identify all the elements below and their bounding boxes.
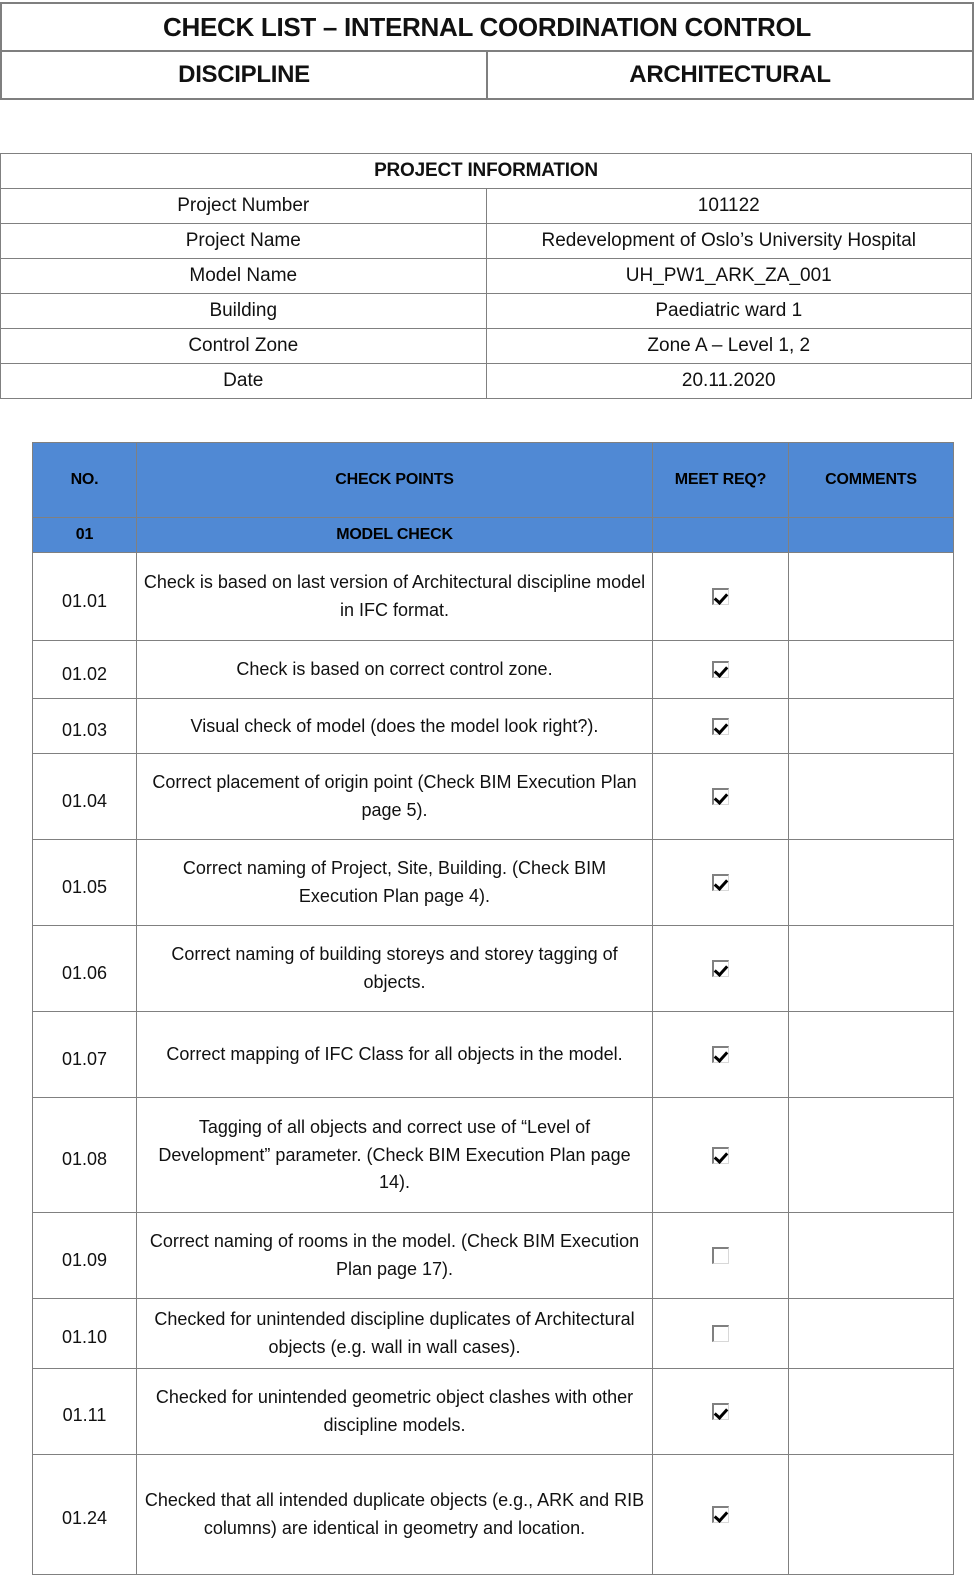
meet-requirement-cell[interactable] bbox=[653, 1012, 789, 1098]
page-title: CHECK LIST – INTERNAL COORDINATION CONTROL bbox=[1, 3, 973, 51]
discipline-row bbox=[1, 51, 973, 99]
check-item-number: 01.11 bbox=[33, 1368, 137, 1454]
checkbox-wrapper bbox=[654, 585, 787, 609]
project-name-label: Project Name bbox=[1, 224, 487, 259]
check-item-number: 01.02 bbox=[33, 641, 137, 699]
section-number: 01 bbox=[33, 518, 137, 553]
project-number-label: Project Number bbox=[1, 189, 487, 224]
checklist-table bbox=[32, 442, 954, 1575]
checklist-head bbox=[33, 443, 954, 518]
comments-cell[interactable] bbox=[789, 926, 954, 1012]
check-item-text: Correct naming of building storeys and storey tagging of objects. bbox=[137, 926, 653, 1012]
building-label: Building bbox=[1, 294, 487, 329]
checkbox-wrapper bbox=[654, 714, 787, 738]
control-zone-value: Zone A – Level 1, 2 bbox=[486, 329, 972, 364]
checklist-header-row bbox=[33, 443, 954, 518]
checkbox-checked-icon[interactable] bbox=[712, 718, 729, 735]
meet-requirement-cell[interactable] bbox=[653, 754, 789, 840]
project-information-header-row bbox=[1, 154, 972, 189]
meet-requirement-cell[interactable] bbox=[653, 840, 789, 926]
comments-cell[interactable] bbox=[789, 1368, 954, 1454]
table-row bbox=[33, 926, 954, 1012]
check-item-number: 01.08 bbox=[33, 1098, 137, 1213]
check-item-number: 01.07 bbox=[33, 1012, 137, 1098]
date-label: Date bbox=[1, 364, 487, 399]
project-number-value: 101122 bbox=[486, 189, 972, 224]
checklist-section-row bbox=[33, 518, 954, 553]
check-item-text: Correct naming of rooms in the model. (Check BIM Execution Plan page 17). bbox=[137, 1213, 653, 1299]
meet-requirement-cell[interactable] bbox=[653, 1098, 789, 1213]
checkbox-wrapper bbox=[654, 1043, 787, 1067]
checkbox-wrapper bbox=[654, 1143, 787, 1167]
model-name-value: UH_PW1_ARK_ZA_001 bbox=[486, 259, 972, 294]
section-title: MODEL CHECK bbox=[137, 518, 653, 553]
check-item-number: 01.09 bbox=[33, 1213, 137, 1299]
table-row bbox=[1, 224, 972, 259]
table-row bbox=[33, 840, 954, 926]
column-header-comments: COMMENTS bbox=[789, 443, 954, 518]
meet-requirement-cell[interactable] bbox=[653, 1368, 789, 1454]
comments-cell[interactable] bbox=[789, 699, 954, 754]
checkbox-checked-icon[interactable] bbox=[712, 1403, 729, 1420]
comments-cell[interactable] bbox=[789, 1012, 954, 1098]
column-header-points: CHECK POINTS bbox=[137, 443, 653, 518]
checkbox-wrapper bbox=[654, 1399, 787, 1423]
checkbox-wrapper bbox=[654, 658, 787, 682]
check-item-text: Checked for unintended discipline duplicates of Architectural objects (e.g. wall in wall cases). bbox=[137, 1299, 653, 1369]
check-item-text: Correct naming of Project, Site, Building. (Check BIM Execution Plan page 4). bbox=[137, 840, 653, 926]
project-name-value: Redevelopment of Oslo’s University Hospital bbox=[486, 224, 972, 259]
check-item-text: Tagging of all objects and correct use of “Level of Development” parameter. (Check BIM Execution Plan page 14). bbox=[137, 1098, 653, 1213]
document-title-block bbox=[0, 2, 974, 100]
checkbox-checked-icon[interactable] bbox=[712, 1506, 729, 1523]
project-information-body bbox=[1, 154, 972, 399]
meet-requirement-cell[interactable] bbox=[653, 926, 789, 1012]
comments-cell[interactable] bbox=[789, 1454, 954, 1574]
check-item-number: 01.06 bbox=[33, 926, 137, 1012]
comments-cell[interactable] bbox=[789, 1299, 954, 1369]
checkbox-checked-icon[interactable] bbox=[712, 788, 729, 805]
check-item-number: 01.10 bbox=[33, 1299, 137, 1369]
table-row bbox=[1, 259, 972, 294]
table-row bbox=[1, 329, 972, 364]
check-item-number: 01.01 bbox=[33, 553, 137, 641]
discipline-label: DISCIPLINE bbox=[1, 51, 487, 99]
model-name-label: Model Name bbox=[1, 259, 487, 294]
comments-cell[interactable] bbox=[789, 1213, 954, 1299]
checkbox-checked-icon[interactable] bbox=[712, 1147, 729, 1164]
table-row bbox=[1, 364, 972, 399]
document-title-row bbox=[1, 3, 973, 51]
column-header-no: NO. bbox=[33, 443, 137, 518]
checkbox-unchecked-icon[interactable] bbox=[712, 1325, 729, 1342]
checkbox-wrapper bbox=[654, 1502, 787, 1526]
check-item-text: Correct placement of origin point (Check BIM Execution Plan page 5). bbox=[137, 754, 653, 840]
checkbox-checked-icon[interactable] bbox=[712, 1046, 729, 1063]
check-item-text: Correct mapping of IFC Class for all objects in the model. bbox=[137, 1012, 653, 1098]
meet-requirement-cell[interactable] bbox=[653, 1299, 789, 1369]
table-row bbox=[33, 553, 954, 641]
control-zone-label: Control Zone bbox=[1, 329, 487, 364]
check-item-text: Visual check of model (does the model look right?). bbox=[137, 699, 653, 754]
comments-cell[interactable] bbox=[789, 1098, 954, 1213]
table-row bbox=[33, 1213, 954, 1299]
checkbox-checked-icon[interactable] bbox=[712, 661, 729, 678]
table-row bbox=[33, 641, 954, 699]
table-row bbox=[33, 1012, 954, 1098]
section-meet-req-cell bbox=[653, 518, 789, 553]
checkbox-unchecked-icon[interactable] bbox=[712, 1247, 729, 1264]
column-header-meet-req: MEET REQ? bbox=[653, 443, 789, 518]
meet-requirement-cell[interactable] bbox=[653, 1213, 789, 1299]
checkbox-wrapper bbox=[654, 871, 787, 895]
discipline-value: ARCHITECTURAL bbox=[487, 51, 973, 99]
checkbox-checked-icon[interactable] bbox=[712, 874, 729, 891]
comments-cell[interactable] bbox=[789, 754, 954, 840]
table-row bbox=[1, 189, 972, 224]
meet-requirement-cell[interactable] bbox=[653, 553, 789, 641]
check-item-text: Checked for unintended geometric object clashes with other discipline models. bbox=[137, 1368, 653, 1454]
checkbox-checked-icon[interactable] bbox=[712, 960, 729, 977]
table-row bbox=[33, 1454, 954, 1574]
check-item-text: Checked that all intended duplicate objects (e.g., ARK and RIB columns) are identical in geometry and location. bbox=[137, 1454, 653, 1574]
meet-requirement-cell[interactable] bbox=[653, 641, 789, 699]
checklist-body bbox=[33, 518, 954, 1575]
checkbox-wrapper bbox=[654, 785, 787, 809]
table-row bbox=[33, 1368, 954, 1454]
table-row bbox=[33, 1098, 954, 1213]
check-item-text: Check is based on correct control zone. bbox=[137, 641, 653, 699]
comments-cell[interactable] bbox=[789, 641, 954, 699]
check-item-number: 01.24 bbox=[33, 1454, 137, 1574]
project-information-title: PROJECT INFORMATION bbox=[1, 154, 972, 189]
table-row bbox=[33, 699, 954, 754]
comments-cell[interactable] bbox=[789, 553, 954, 641]
table-row bbox=[33, 1299, 954, 1369]
checklist-container bbox=[0, 442, 978, 1575]
table-row bbox=[33, 754, 954, 840]
check-item-number: 01.05 bbox=[33, 840, 137, 926]
comments-cell[interactable] bbox=[789, 840, 954, 926]
project-information-table bbox=[0, 153, 972, 399]
building-value: Paediatric ward 1 bbox=[486, 294, 972, 329]
checkbox-wrapper bbox=[654, 1244, 787, 1268]
meet-requirement-cell[interactable] bbox=[653, 699, 789, 754]
checkbox-wrapper bbox=[654, 1321, 787, 1345]
section-comments-cell bbox=[789, 518, 954, 553]
check-item-text: Check is based on last version of Architectural discipline model in IFC format. bbox=[137, 553, 653, 641]
check-item-number: 01.03 bbox=[33, 699, 137, 754]
meet-requirement-cell[interactable] bbox=[653, 1454, 789, 1574]
checkbox-wrapper bbox=[654, 957, 787, 981]
check-item-number: 01.04 bbox=[33, 754, 137, 840]
checkbox-checked-icon[interactable] bbox=[712, 588, 729, 605]
date-value: 20.11.2020 bbox=[486, 364, 972, 399]
table-row bbox=[1, 294, 972, 329]
